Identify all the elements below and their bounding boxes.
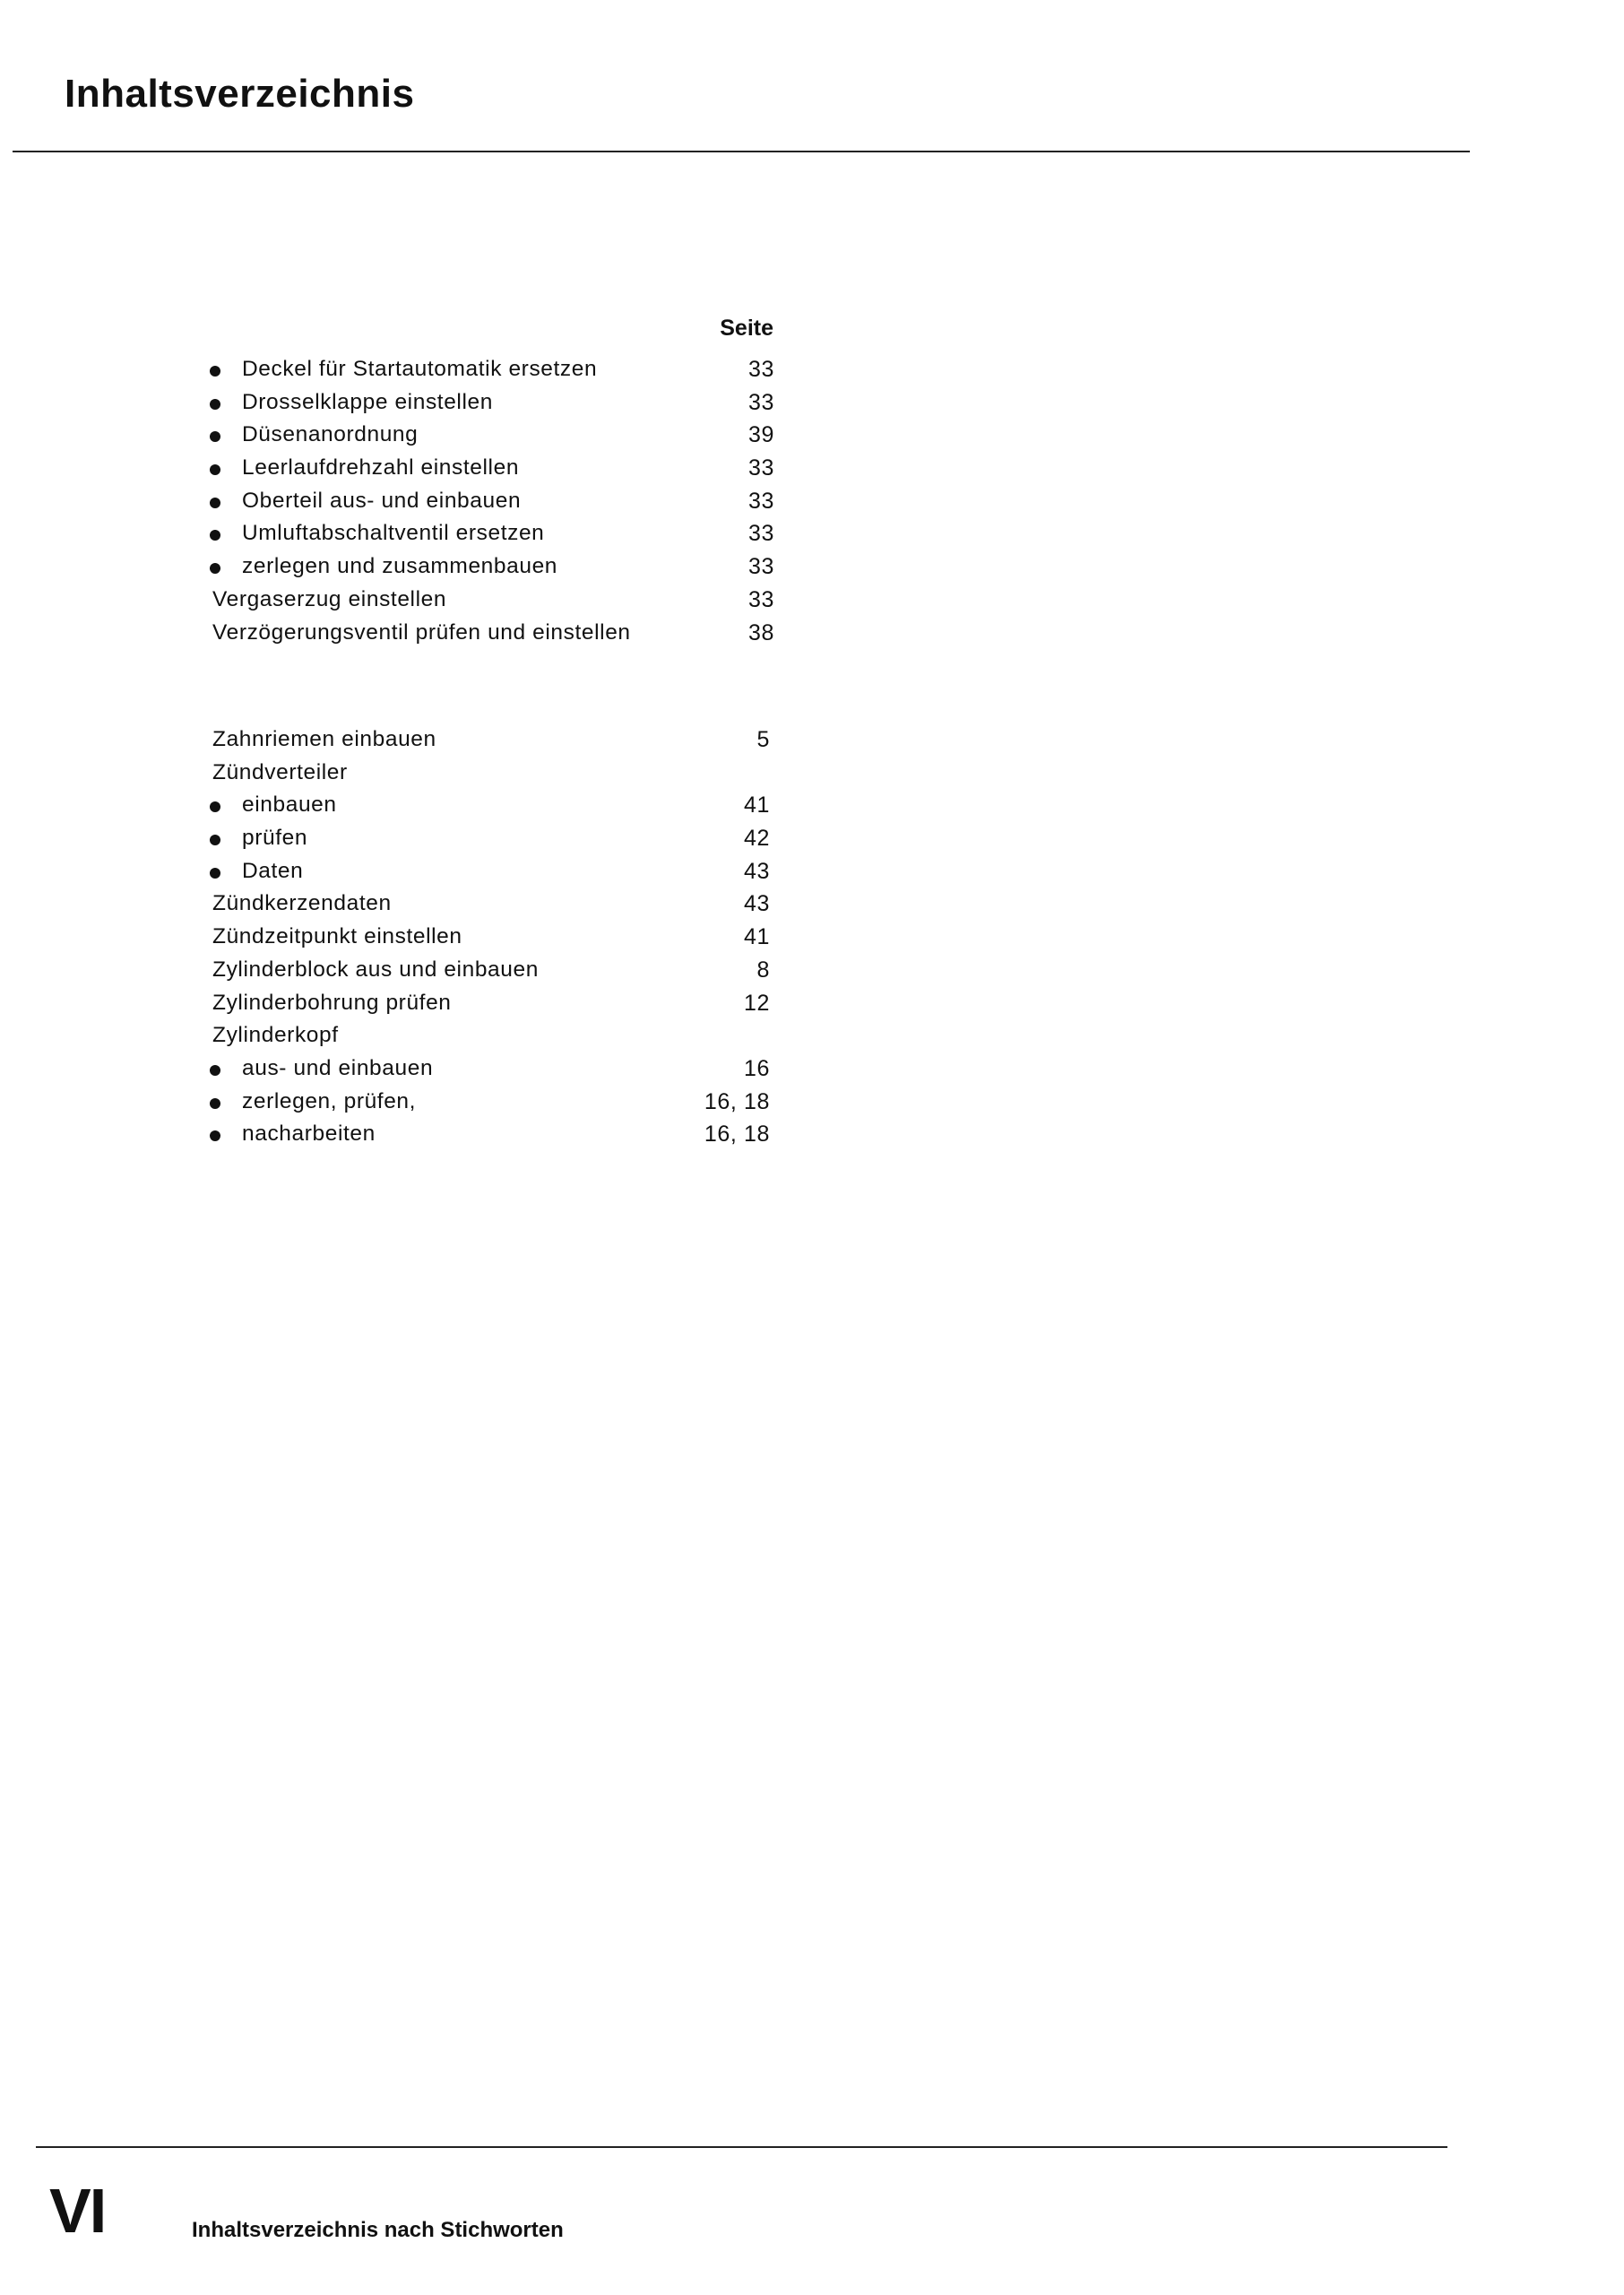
index-entry-label: prüfen (242, 826, 308, 851)
index-entry[interactable] (208, 987, 770, 1020)
index-entry-label: Zylinderblock aus und einbauen (212, 957, 539, 982)
index-entry-page: 42 (743, 826, 770, 852)
index-entry[interactable] (208, 485, 774, 518)
index-entry-page: 38 (747, 619, 774, 645)
index-entry-page: 16, 18 (704, 1122, 770, 1148)
index-entry[interactable] (208, 452, 774, 485)
index-entry-label: nacharbeiten (242, 1122, 376, 1147)
bullet-icon (210, 1130, 220, 1141)
index-entry[interactable] (208, 419, 774, 452)
index-entry[interactable] (208, 617, 774, 650)
index-entry-page: 43 (743, 891, 770, 917)
index-entry-label: Oberteil aus- und einbauen (242, 488, 522, 513)
bullet-icon (210, 1065, 220, 1076)
bullet-icon (210, 563, 220, 574)
bullet-icon (210, 835, 220, 845)
index-entry[interactable] (208, 584, 774, 617)
footer-divider (36, 2146, 1447, 2148)
bullet-icon (210, 498, 220, 508)
index-entry-page: 33 (747, 357, 774, 382)
index-entry[interactable] (208, 921, 770, 954)
index-entry-label: Deckel für Startautomatik ersetzen (242, 357, 598, 381)
index-entry-page: 33 (747, 554, 774, 580)
index-entry-page: 16, 18 (704, 1088, 770, 1114)
index-heading-label: Zündverteiler (212, 759, 348, 784)
index-entry[interactable] (208, 517, 774, 550)
index-heading (208, 757, 770, 790)
index-entry[interactable] (208, 723, 770, 757)
index-entry-label: Verzögerungsventil prüfen und einstellen (212, 619, 631, 645)
index-entry-label: Vergaserzug einstellen (212, 586, 447, 611)
index-entry-label: einbauen (242, 792, 337, 818)
bullet-icon (210, 1098, 220, 1109)
index-entry[interactable] (208, 822, 770, 855)
index-entry-page: 33 (747, 389, 774, 415)
bullet-icon (210, 530, 220, 541)
index-entry-page: 8 (756, 957, 770, 983)
index-entry-label: Umluftabschaltventil ersetzen (242, 521, 545, 546)
index-heading-label: Zylinderkopf (212, 1023, 339, 1048)
bullet-icon (210, 431, 220, 442)
page-numeral: VI (49, 2176, 106, 2246)
index-entry-page: 41 (743, 792, 770, 818)
index-entry-label: zerlegen und zusammenbauen (242, 554, 558, 579)
index-entry-page: 33 (747, 586, 774, 612)
header-divider (13, 151, 1470, 152)
index-entry-label: Daten (242, 858, 304, 883)
bullet-icon (210, 399, 220, 410)
index-entry-page: 33 (747, 488, 774, 514)
index-entry[interactable] (208, 855, 770, 888)
index-entry-page: 39 (747, 422, 774, 448)
index-entry-label: aus- und einbauen (242, 1055, 434, 1080)
bullet-icon (210, 366, 220, 377)
bullet-icon (210, 868, 220, 879)
index-entry[interactable] (208, 789, 770, 822)
page-column-header: Seite (720, 316, 773, 341)
index-entry-page: 16 (743, 1055, 770, 1081)
index-entry-label: Düsenanordnung (242, 422, 419, 447)
index-entry-label: zerlegen, prüfen, (242, 1088, 417, 1113)
index-entry-label: Zahnriemen einbauen (212, 727, 436, 751)
bullet-icon (210, 801, 220, 812)
index-group-2 (208, 723, 770, 1151)
index-entry[interactable] (208, 1086, 770, 1119)
page-title: Inhaltsverzeichnis (65, 72, 415, 116)
index-heading (208, 1019, 770, 1052)
index-entry[interactable] (208, 550, 774, 584)
index-entry-page: 5 (756, 727, 770, 752)
index-entry-page: 33 (747, 455, 774, 481)
index-entry[interactable] (208, 353, 774, 386)
bullet-icon (210, 464, 220, 475)
index-entry-label: Zylinderbohrung prüfen (212, 990, 452, 1015)
index-entry-page: 41 (743, 924, 770, 950)
index-entry-label: Drosselklappe einstellen (242, 389, 493, 414)
index-entry-label: Leerlaufdrehzahl einstellen (242, 455, 520, 481)
index-entry-label: Zündzeitpunkt einstellen (212, 924, 462, 949)
index-entry[interactable] (208, 386, 774, 420)
index-entry-page: 33 (747, 521, 774, 547)
index-entry[interactable] (208, 954, 770, 987)
index-group-1 (208, 353, 774, 649)
index-entry[interactable] (208, 888, 770, 921)
index-entry-page: 43 (743, 858, 770, 884)
footer-caption: Inhaltsverzeichnis nach Stichworten (192, 2218, 564, 2242)
index-entry[interactable] (208, 1118, 770, 1151)
index-entry[interactable] (208, 1052, 770, 1086)
index-entry-label: Zündkerzendaten (212, 891, 392, 916)
index-entry-page: 12 (743, 990, 770, 1016)
